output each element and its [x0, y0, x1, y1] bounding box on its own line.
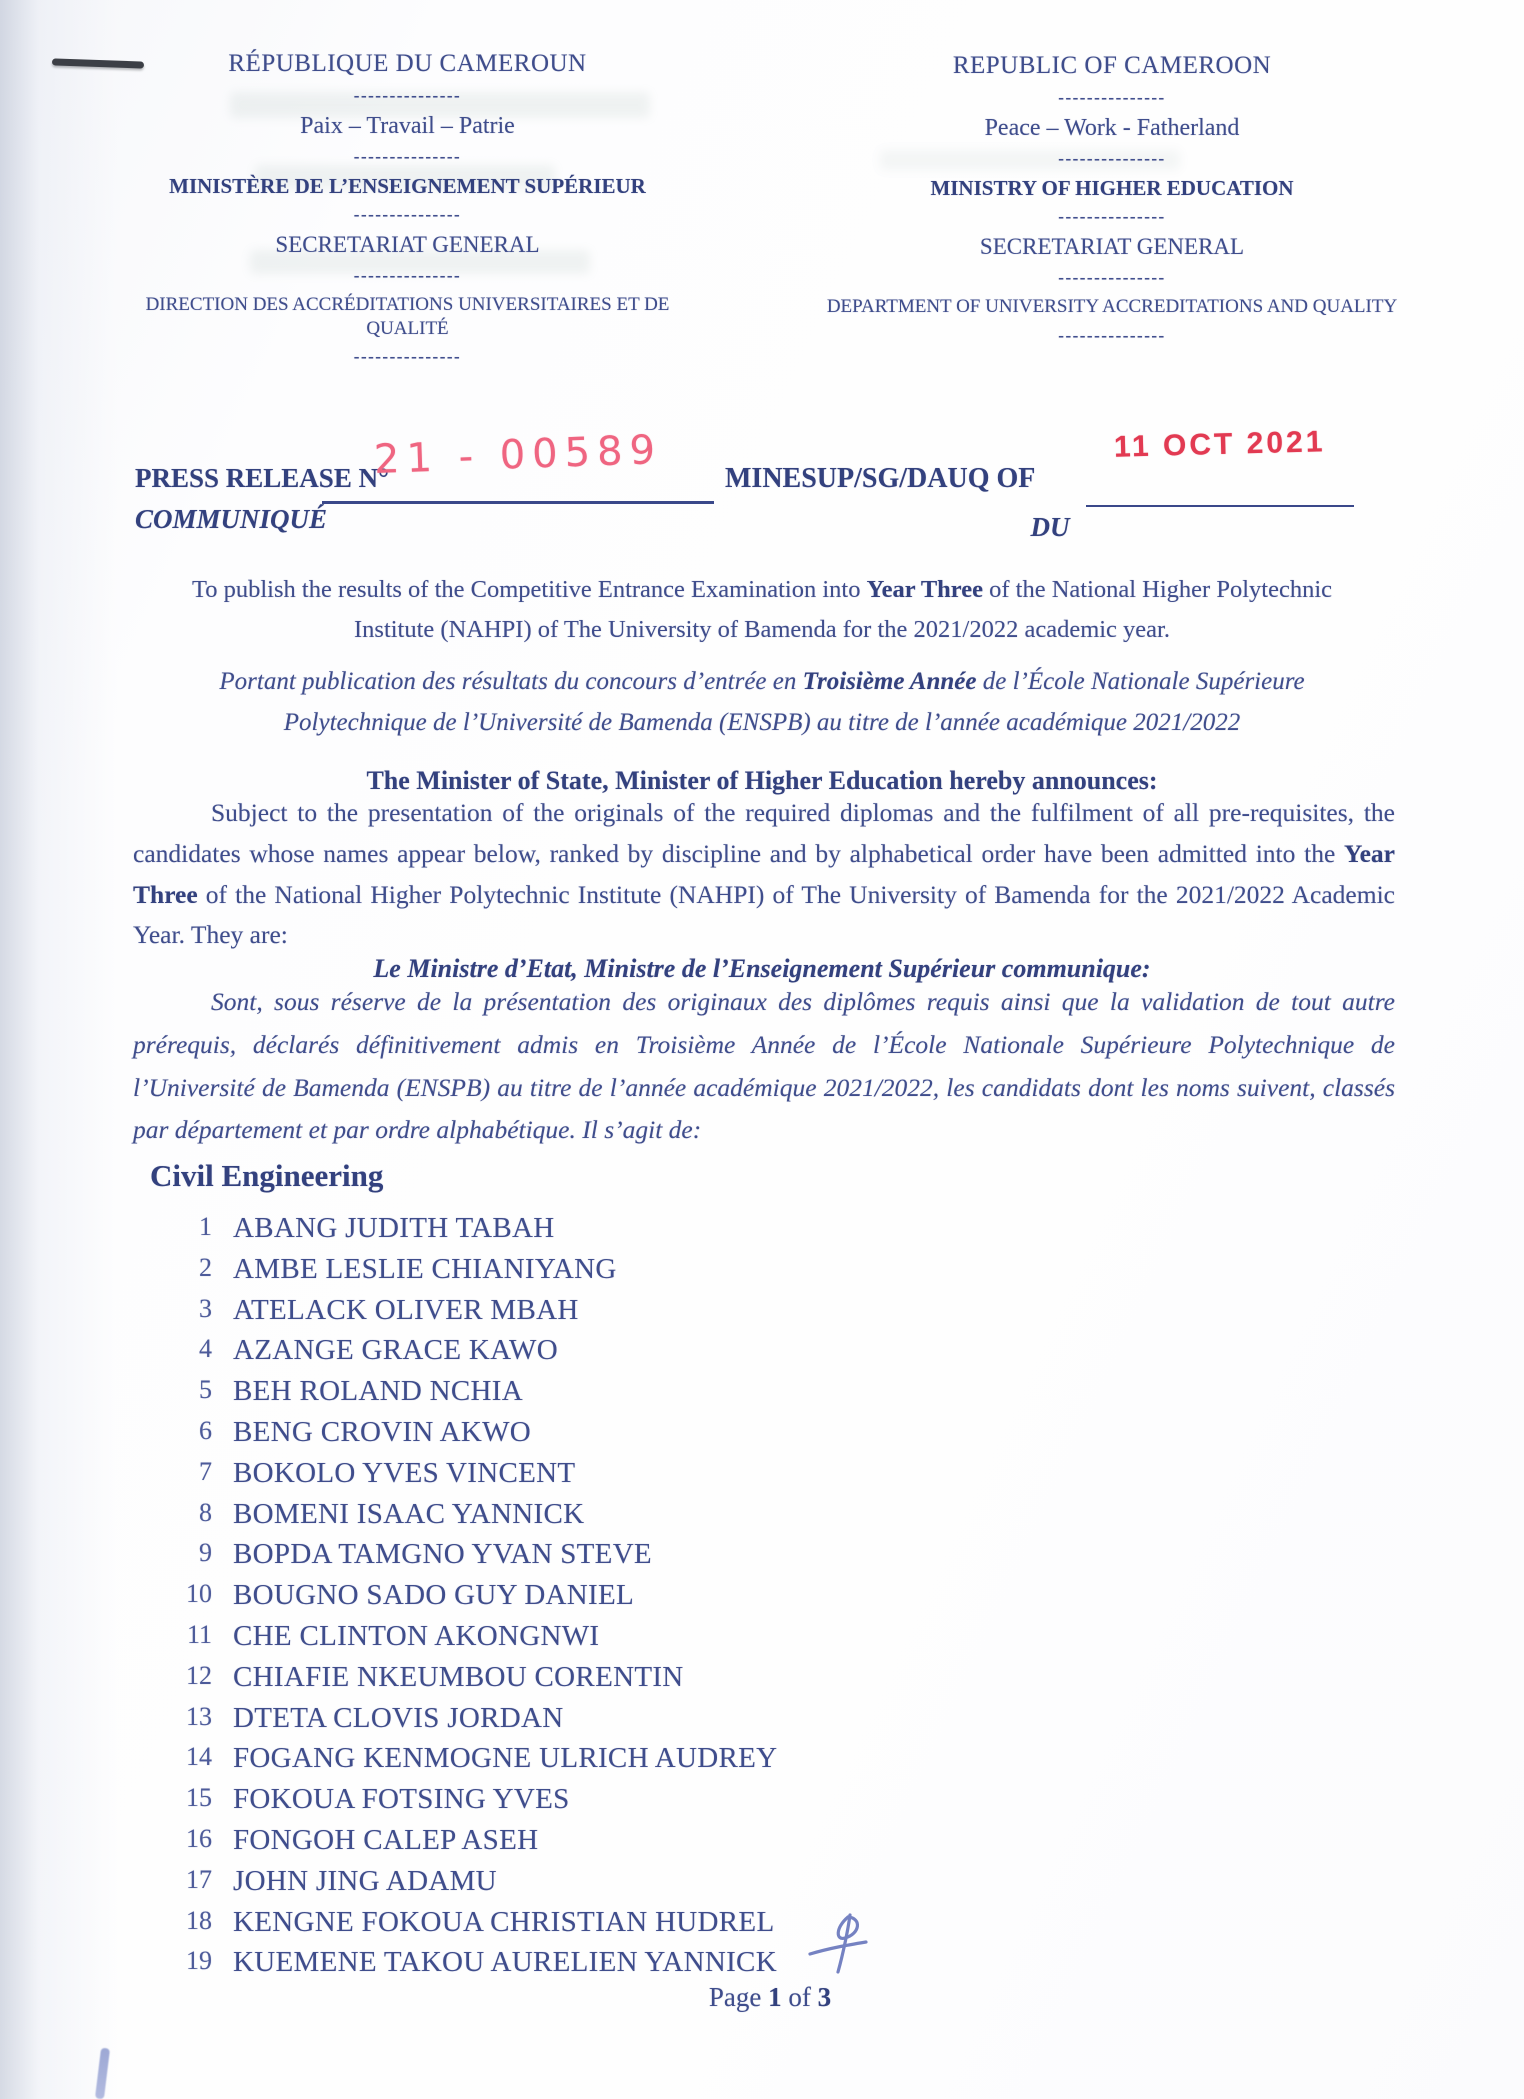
dashed-separator: --------------- [353, 266, 462, 284]
dashed-separator: --------------- [1058, 150, 1166, 168]
announcement-en-emphasis: Year Three [133, 838, 1395, 909]
dashed-separator: --------------- [353, 206, 462, 224]
candidate-row [135, 1865, 1235, 1906]
dashed-separator: --------------- [1058, 208, 1166, 226]
candidate-row [135, 1498, 1235, 1539]
candidate-number: 15 [186, 1783, 212, 1813]
announcement-heading-fr: Le Ministre d’Etat, Ministre de l’Enseignement Supérieur communique: [373, 954, 1151, 983]
release-number-underline [322, 426, 714, 504]
candidate-name: BEH ROLAND NCHIA [233, 1375, 523, 1408]
candidate-row [135, 1457, 1235, 1498]
date-stamp: 11 OCT 2021 [1113, 425, 1327, 464]
candidate-name: FONGOH CALEP ASEH [233, 1823, 539, 1856]
candidate-number: 16 [186, 1823, 212, 1853]
candidate-row [135, 1375, 1235, 1416]
subject-fr-pre: Portant publication des résultats du concours d’entrée en [219, 668, 803, 695]
header-right-ministry: MINISTRY OF HIGHER EDUCATION [930, 176, 1294, 201]
candidate-row [135, 1783, 1235, 1824]
subject-fr-emphasis: Troisième Année [802, 668, 977, 695]
candidate-row [135, 1416, 1235, 1457]
page-number: 1 [768, 1982, 782, 2012]
candidate-row [135, 1661, 1235, 1702]
header-right-secretariat: SECRETARIAT GENERAL [979, 234, 1245, 260]
candidate-name: BOPDA TAMGNO YVAN STEVE [233, 1538, 652, 1571]
candidate-number: 7 [199, 1456, 212, 1486]
page-total: 3 [817, 1982, 832, 2012]
candidate-number: 6 [199, 1415, 212, 1445]
candidate-row [135, 1212, 1235, 1253]
subject-en-pre: To publish the results of the Competitive Entrance Examination into [191, 576, 867, 603]
announcement-body-en [133, 793, 1395, 956]
candidate-row [135, 1620, 1235, 1661]
header-right-department: DEPARTMENT OF UNIVERSITY ACCREDITATIONS AND QUALITY [826, 295, 1398, 317]
header-left-department: DIRECTION DES ACCRÉDITATIONS UNIVERSITAIRES ET DE QUALITÉ [145, 293, 670, 339]
candidate-row [135, 1742, 1235, 1783]
candidate-name: BOKOLO YVES VINCENT [233, 1456, 576, 1489]
communique-label: COMMUNIQUÉ [135, 504, 328, 534]
candidate-name: CHE CLINTON AKONGNWI [233, 1619, 600, 1652]
candidate-name: AZANGE GRACE KAWO [233, 1334, 558, 1367]
announcement-en-pre: Subject to the presentation of the originals of the required diplomas and the fulfilment of all pre-requisites, the candidates whose names appear below, ranked by discipline and by alphabetical order have been admitted into the [133, 798, 1395, 868]
candidate-name: ATELACK OLIVER MBAH [233, 1293, 579, 1326]
candidate-row [135, 1906, 1235, 1947]
candidate-row [135, 1702, 1235, 1743]
announcement-body-fr: Sont, sous réserve de la présentation des originaux des diplômes requis ainsi que la validation de tout autre prérequis, déclarés définitivement admis en Troisième Année de l’École Nationale Supérieure Polytechnique de l’Université de Bamenda (ENSPB) au titre de l’année académique 2021/2022, les candidats dont les noms suivent, classés par département et par ordre alphabétique. Il s’agit de: [133, 987, 1395, 1145]
candidate-name: FOKOUA FOTSING YVES [233, 1783, 570, 1816]
candidate-name: KUEMENE TAKOU AURELIEN YANNICK [233, 1946, 777, 1979]
candidate-name: BENG CROVIN AKWO [233, 1415, 532, 1448]
candidate-number: 1 [199, 1212, 212, 1241]
header-left-motto: Paix – Travail – Patrie [300, 112, 515, 139]
header-left-french [135, 50, 680, 374]
release-number-stamp: 21 - 00589 [373, 426, 663, 484]
minesup-reference-label: MINESUP/SG/DAUQ OF [725, 463, 1036, 494]
header-right-motto: Peace – Work - Fatherland [984, 114, 1240, 141]
candidate-name: BOUGNO SADO GUY DANIEL [233, 1579, 635, 1612]
section-title-civil-engineering: Civil Engineering [150, 1158, 384, 1193]
pen-squiggle-mark [798, 1908, 880, 1986]
candidate-number: 17 [186, 1864, 212, 1894]
scan-edge-shading [0, 0, 130, 2099]
candidate-row [135, 1579, 1235, 1620]
dashed-separator: --------------- [1058, 326, 1166, 344]
header-left-country: RÉPUBLIQUE DU CAMEROUN [228, 50, 587, 77]
candidate-number: 10 [186, 1579, 212, 1609]
candidate-number: 9 [199, 1538, 212, 1568]
candidate-number: 19 [186, 1946, 212, 1976]
subject-en-post: of the National Higher Polytechnic Institute (NAHPI) of The University of Bamenda for the 2021/2022 academic year. [354, 576, 1333, 643]
page-label: Page [708, 1982, 769, 2012]
page-footer [8, 1982, 1524, 2013]
candidate-name: CHIAFIE NKEUMBOU CORENTIN [233, 1660, 684, 1693]
candidate-number: 18 [186, 1905, 212, 1935]
subject-paragraph-en [184, 570, 1340, 649]
candidate-name: FOGANG KENMOGNE ULRICH AUDREY [233, 1742, 778, 1775]
candidate-number: 14 [186, 1742, 212, 1772]
candidate-number: 3 [199, 1293, 212, 1323]
candidate-name: BOMENI ISAAC YANNICK [233, 1497, 585, 1530]
candidate-number: 5 [199, 1375, 212, 1405]
candidate-number: 13 [186, 1701, 212, 1731]
subject-paragraph-fr [152, 662, 1372, 743]
candidate-number: 4 [199, 1334, 212, 1364]
dashed-separator: --------------- [353, 348, 462, 366]
candidate-name: KENGNE FOKOUA CHRISTIAN HUDREL [233, 1905, 775, 1938]
subject-en-emphasis: Year Three [866, 576, 983, 603]
candidate-row [135, 1334, 1235, 1375]
announcement-heading-en: The Minister of State, Minister of Higher Education hereby announces: [366, 766, 1158, 795]
of-label: of [781, 1982, 818, 2012]
subject-fr-post: de l’École Nationale Supérieure Polytechnique de l’Université de Bamenda (ENSPB) au titre de l’année académique 2021/2022 [283, 668, 1305, 736]
pen-streak-mark [95, 2048, 110, 2099]
dashed-separator: --------------- [353, 86, 462, 104]
dashed-separator: --------------- [353, 148, 462, 166]
candidate-list [135, 1212, 1235, 1987]
candidate-row [135, 1824, 1235, 1865]
du-label: DU [1030, 512, 1070, 542]
header-right-english [822, 52, 1402, 353]
candidate-name: AMBE LESLIE CHIANIYANG [233, 1252, 617, 1285]
candidate-row [135, 1538, 1235, 1579]
candidate-row [135, 1294, 1235, 1335]
header-right-country: REPUBLIC OF CAMEROON [952, 52, 1272, 79]
candidate-name: ABANG JUDITH TABAH [233, 1212, 555, 1244]
dashed-separator: --------------- [1058, 88, 1166, 106]
announcement-en-post: of the National Higher Polytechnic Institute (NAHPI) of The University of Bamenda for the 2021/2022 Academic Year. They are: [133, 879, 1395, 950]
header-left-secretariat: SECRETARIAT GENERAL [275, 232, 540, 258]
candidate-number: 8 [199, 1497, 212, 1527]
candidate-number: 11 [186, 1619, 212, 1649]
date-underline [1086, 425, 1354, 507]
header-left-ministry: MINISTÈRE DE L’ENSEIGNEMENT SUPÉRIEUR [169, 174, 646, 199]
candidate-number: 12 [186, 1660, 212, 1690]
candidate-name: JOHN JING ADAMU [233, 1864, 497, 1897]
dashed-separator: --------------- [1058, 268, 1166, 286]
candidate-name: DTETA CLOVIS JORDAN [233, 1701, 564, 1734]
candidate-row [135, 1253, 1235, 1294]
press-release-label: PRESS RELEASE N° [135, 463, 389, 493]
candidate-number: 2 [199, 1252, 212, 1282]
staple-mark [52, 58, 144, 68]
